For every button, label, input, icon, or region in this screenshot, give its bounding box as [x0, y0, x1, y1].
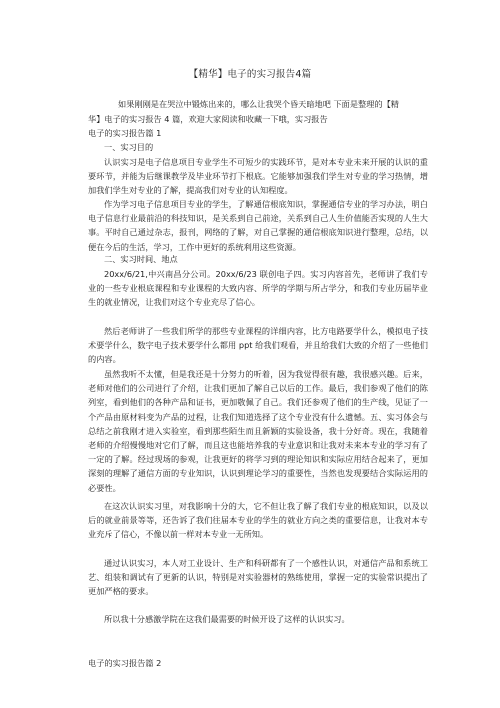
report1-title: 电子的实习报告篇 1: [88, 128, 162, 138]
paragraph-8: 所以我十分感激学院在这我们最需要的时候开设了这样的认识实习。: [104, 614, 350, 624]
document-title: 【精华】电子的实习报告4篇: [188, 69, 312, 80]
paragraph-3: 20xx/6/21,中兴南昌分公司。20xx/6/23 联创电子四。实习内容首先，老师讲了我们专业的一些专业根底课程和专业课程的大致内容、所学的学期与所占学分，和我们专业历届毕业生的就业情况，让我们对这个专业充尽了信心。: [88, 269, 428, 308]
report2-title: 电子的实习报告篇 2: [88, 658, 162, 668]
intro-line-2: 华】电子的实习报告 4 篇，欢迎大家阅读和收藏一下哦，实习报告: [88, 114, 328, 124]
paragraph-2: 作为学习电子信息项目专业的学生，了解通信根底知识，掌握通信专业的学习办法，明白电子信息行业最前沿的科技知识，是关系到自己前途，关系到自己人生价值能否实现的人生大事。平时自己通过杂志，报刊，网络的了解，对自己掌握的通信根底知识进行整理，总结，以便在今后的生活，学习，工作中更好的系统利用这些资源。: [88, 199, 428, 252]
intro-line-1: 如果刚刚是在哭泣中锻炼出来的，哪么让我哭个昏天暗地吧 下面是整理的【精: [118, 99, 399, 109]
paragraph-5: 虽然我听不太懂，但是我还是十分努力的听着，因为我觉得很有趣，我很感兴趣。后来，老师对他们的公司进行了介绍，让我们更加了解自己以后的工作。最后，我们参观了他们的陈列室，看到他们的各种产品和证书，更加敬佩了自己。我们还参观了他们的生产线，见证了一个产品由原材料变为产品的过程，让我们知道选择了这个专业没有什么遗憾。五、实习体会与总结之前我刚才进入实验室，看到那些陌生而且新颖的实验设备，我十分好奇。现在，我随着老师的介绍慢慢地对它们了解，而且这也能培养我的专业意识和让我对未来本专业的学习有了一定的了解。经过现场的参观，让我更好的将学习到的理论知识和实际应用结合起来了，更加深刻的理解了通信方面的专业知识，认识到理论学习的重要性，当然也发现要结合实际运用的必要性。: [88, 369, 428, 493]
section1-heading: 一、实习目的: [104, 142, 154, 152]
paragraph-7: 通过认识实习，本人对工业设计、生产和科研都有了一个感性认识，对通信产品和系统工艺、组装和调试有了更新的认识，特别是对实验器材的熟练使用，掌握一定的实验常识提出了更加严格的要求。: [88, 558, 428, 597]
paragraph-6: 在这次认识实习里，对我影响十分的大，它不但让我了解了我们专业的根底知识，以及以后的就业前景等等，还告诉了我们往届本专业的学生的就业方向之类的重要信息，让我对本专业充斥了信心，不像以前一样对本专业一无所知。: [88, 501, 428, 540]
section2-heading: 二、实习时间、地点: [104, 254, 178, 264]
paragraph-4: 然后老师讲了一些我们所学的那些专业课程的详细内容，比方电路要学什么，模拟电子技术要学什么，数字电子技术要学什么都用 ppt 给我们观看，并且给我们大致的介绍了一些他们的内容。: [88, 326, 428, 365]
paragraph-1: 认识实习是电子信息项目专业学生不可短少的实践环节，是对本专业未来开展的认识的重要环节，并能为后继课教学及毕业环节打下根底。它能够加强我们学生对专业的学习热情，增加我们学生对专业的了解，提高我们对专业的认知程度。: [88, 157, 428, 196]
